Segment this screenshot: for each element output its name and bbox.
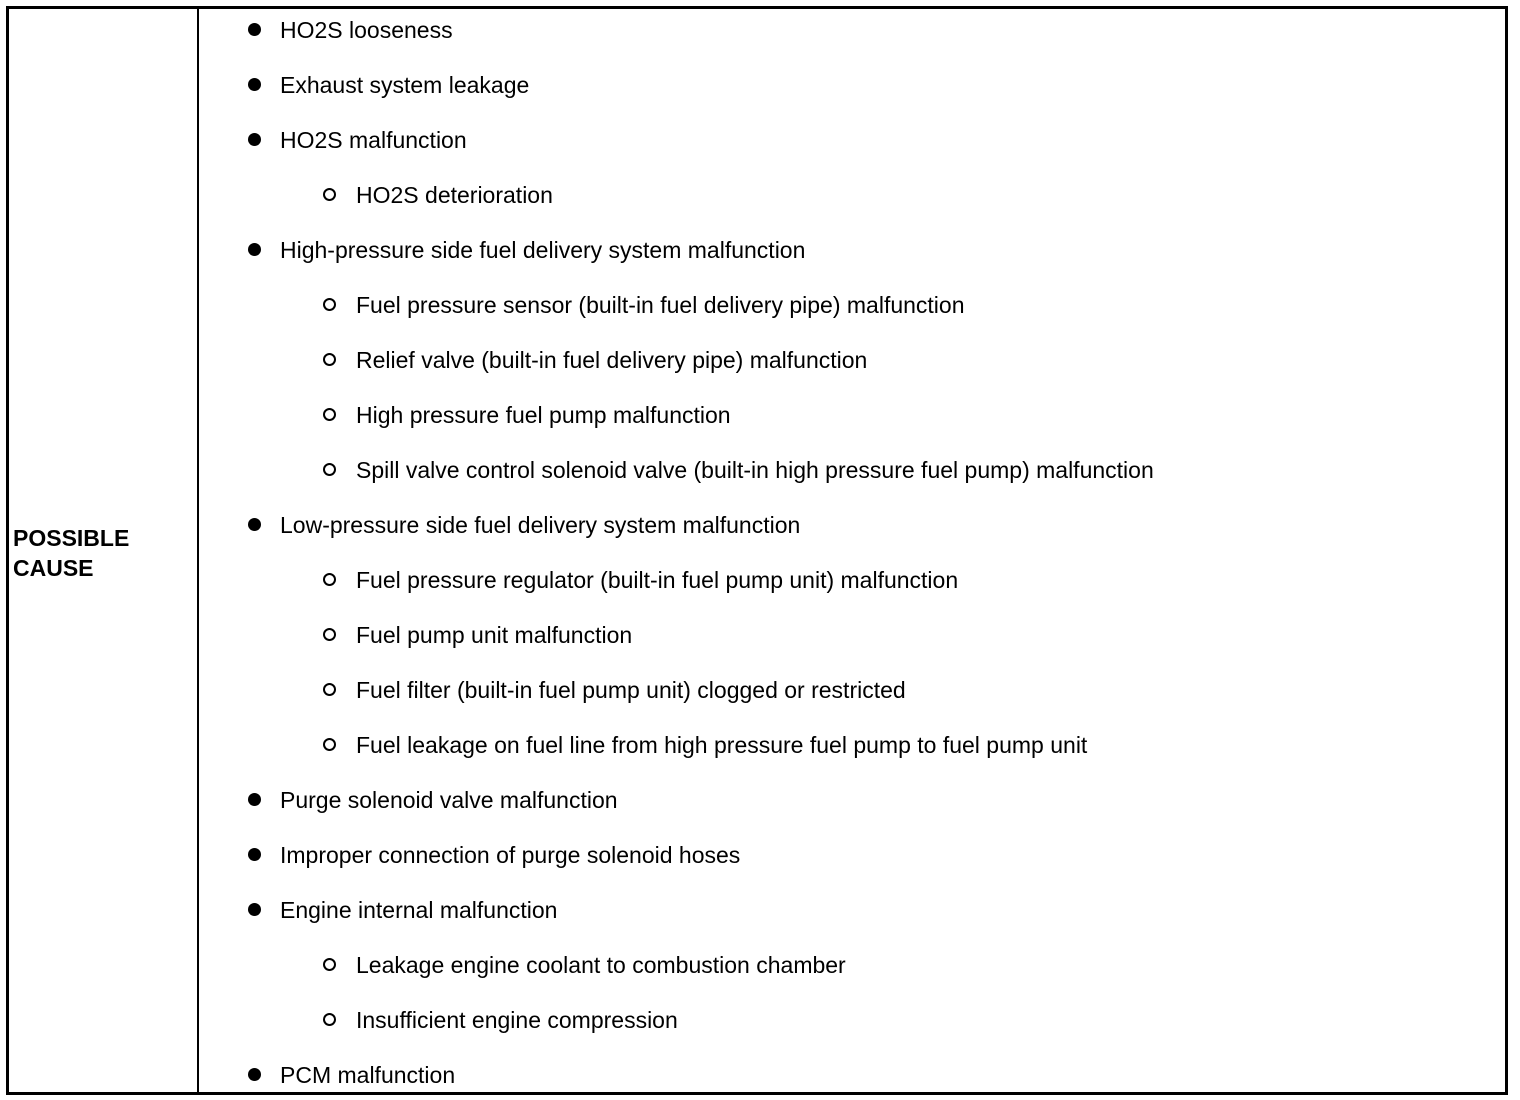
- filled-bullet-icon: [248, 903, 261, 916]
- list-item-text: HO2S malfunction: [280, 127, 467, 153]
- hollow-bullet-icon: [323, 408, 336, 421]
- hollow-bullet-icon: [323, 298, 336, 311]
- list-item-text: PCM malfunction: [280, 1062, 456, 1088]
- sub-list-item: [356, 675, 906, 705]
- filled-bullet-icon: [248, 848, 261, 861]
- hollow-bullet-icon: [323, 738, 336, 751]
- list-item: [280, 785, 618, 815]
- sub-list-item: [356, 455, 1154, 485]
- possible-cause-table: [6, 6, 1508, 1095]
- list-item-text: Engine internal malfunction: [280, 897, 558, 923]
- hollow-bullet-icon: [323, 1013, 336, 1026]
- filled-bullet-icon: [248, 518, 261, 531]
- sub-list-item: [356, 950, 846, 980]
- hollow-bullet-icon: [323, 188, 336, 201]
- list-item-text: Leakage engine coolant to combustion chamber: [356, 952, 846, 978]
- filled-bullet-icon: [248, 793, 261, 806]
- list-item-text: Insufficient engine compression: [356, 1007, 678, 1033]
- filled-bullet-icon: [248, 243, 261, 256]
- list-item-text: Relief valve (built-in fuel delivery pipe) malfunction: [356, 347, 868, 373]
- list-item: [280, 235, 805, 265]
- sub-list-item: [356, 1005, 678, 1035]
- sub-list-item: [356, 565, 958, 595]
- filled-bullet-icon: [248, 78, 261, 91]
- list-item-text: HO2S deterioration: [356, 182, 553, 208]
- hollow-bullet-icon: [323, 353, 336, 366]
- list-item: [280, 895, 557, 925]
- list-item-text: High-pressure side fuel delivery system malfunction: [280, 237, 806, 263]
- list-item: [280, 510, 800, 540]
- sub-list-item: [356, 730, 1087, 760]
- cause-list: [199, 9, 1505, 1092]
- hollow-bullet-icon: [323, 683, 336, 696]
- list-item: [280, 125, 467, 155]
- sub-list-item: [356, 345, 867, 375]
- list-item-text: Purge solenoid valve malfunction: [280, 787, 618, 813]
- list-item-text: Improper connection of purge solenoid hoses: [280, 842, 741, 868]
- label-cell: [9, 9, 199, 1092]
- list-item-text: Fuel pump unit malfunction: [356, 622, 633, 648]
- hollow-bullet-icon: [323, 463, 336, 476]
- list-item-text: HO2S looseness: [280, 17, 453, 43]
- list-item: [280, 15, 453, 45]
- list-item-text: Fuel leakage on fuel line from high pressure fuel pump to fuel pump unit: [356, 732, 1088, 758]
- filled-bullet-icon: [248, 133, 261, 146]
- list-item-text: Low-pressure side fuel delivery system malfunction: [280, 512, 801, 538]
- list-item-text: High pressure fuel pump malfunction: [356, 402, 731, 428]
- list-item-text: Fuel filter (built-in fuel pump unit) clogged or restricted: [356, 677, 906, 703]
- filled-bullet-icon: [248, 23, 261, 36]
- list-item: [280, 840, 740, 870]
- sub-list-item: [356, 620, 632, 650]
- hollow-bullet-icon: [323, 628, 336, 641]
- hollow-bullet-icon: [323, 958, 336, 971]
- list-item: [280, 70, 529, 100]
- sub-list-item: [356, 400, 731, 430]
- sub-list-item: [356, 290, 965, 320]
- list-item-text: Exhaust system leakage: [280, 72, 530, 98]
- filled-bullet-icon: [248, 1068, 261, 1081]
- list-item-text: Fuel pressure sensor (built-in fuel delivery pipe) malfunction: [356, 292, 965, 318]
- list-item: [280, 1060, 455, 1090]
- sub-list-item: [356, 180, 553, 210]
- hollow-bullet-icon: [323, 573, 336, 586]
- section-label: POSSIBLE CAUSE: [13, 525, 130, 581]
- list-item-text: Spill valve control solenoid valve (built-in high pressure fuel pump) malfunction: [356, 457, 1154, 483]
- list-item-text: Fuel pressure regulator (built-in fuel pump unit) malfunction: [356, 567, 959, 593]
